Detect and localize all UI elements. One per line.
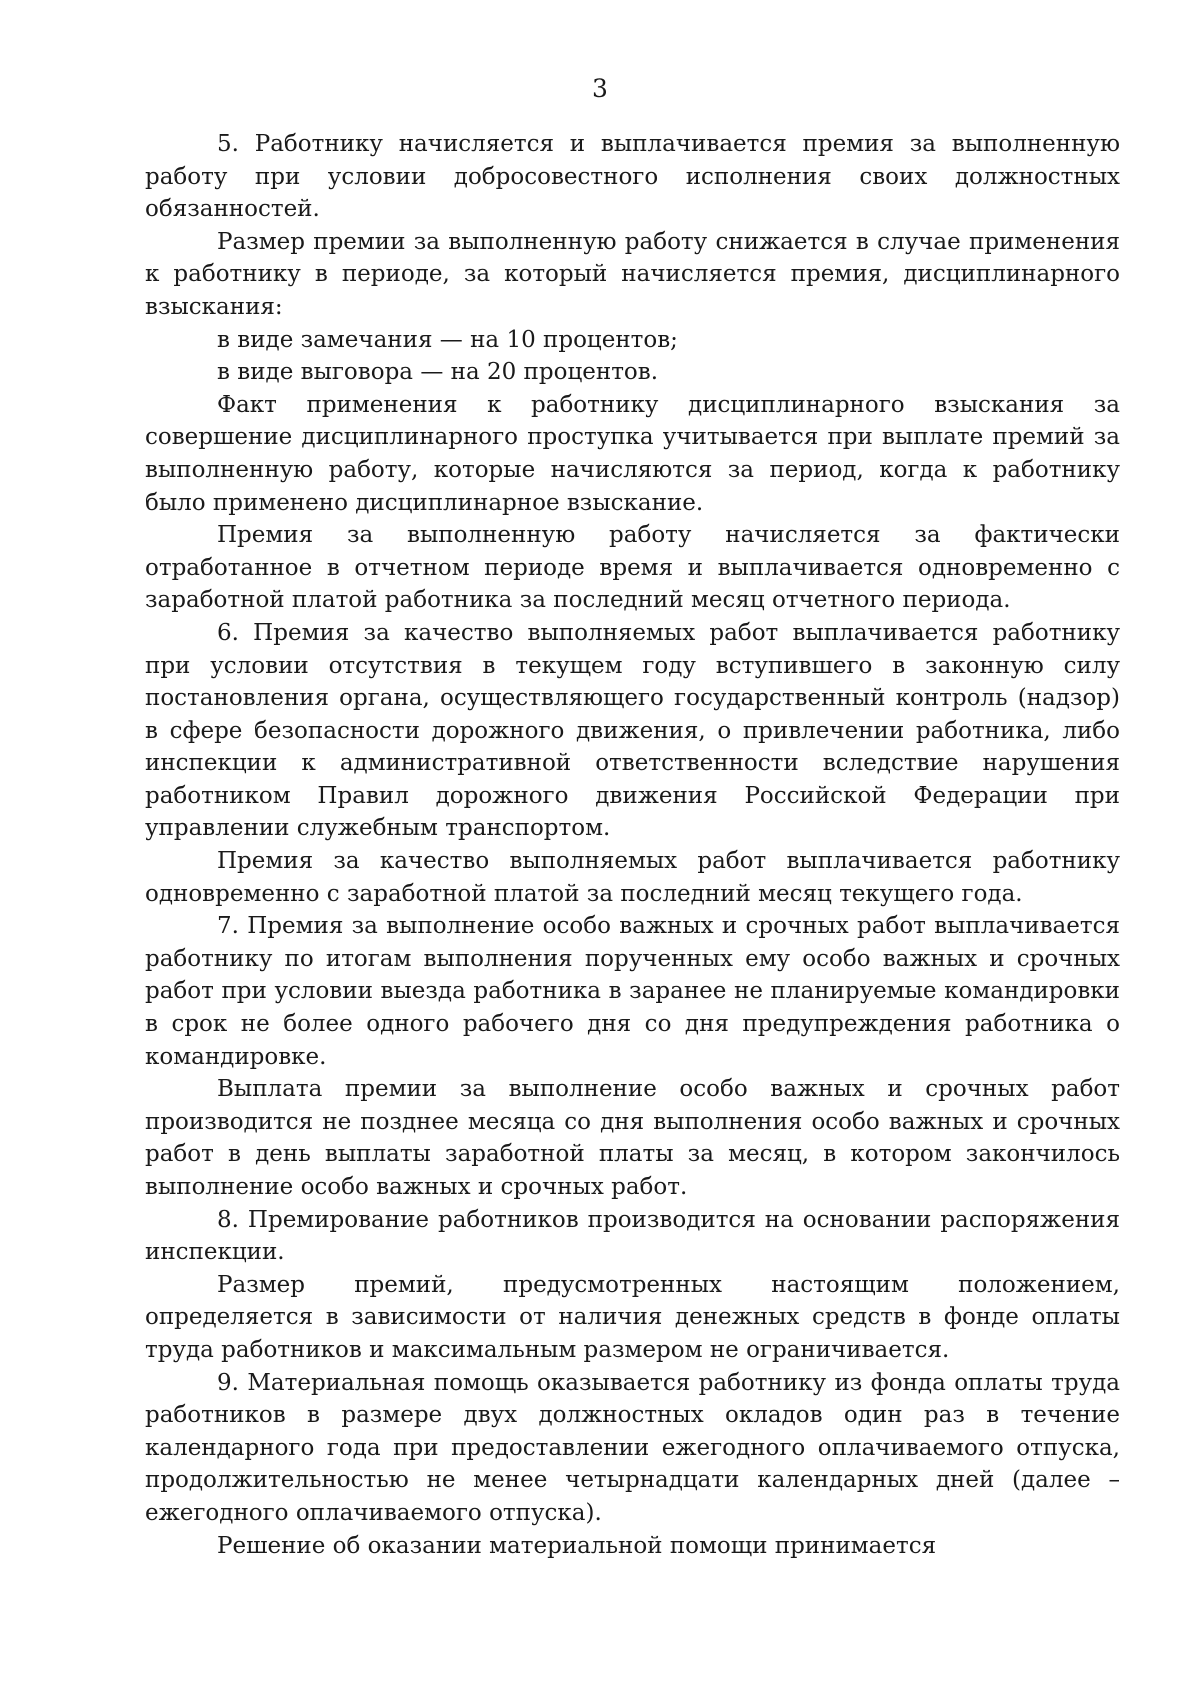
paragraph-material-aid-decision: Решение об оказании материальной помощи принимается (217, 1532, 937, 1559)
paragraph-6-quality-bonus: 6. Премия за качество выполняемых работ выплачивается работнику при условии отсутствия в текущем году вступившего в законную силу постановления органа, осуществляющего государственный контроль (надзор) в сфере безопасности дорожного движения, о привлечении работника, либо инспекции к административной ответственности вследствие нарушения работником Правил дорожного движения Российской Федерации при управлении служебным транспортом. (145, 619, 1120, 842)
paragraph-urgent-work-payment: Выплата премии за выполнение особо важных и срочных работ производится не позднее месяца со дня выполнения особо важных и срочных работ в день выплаты заработной платы за месяц, в котором закончилось выполнение особо важных и срочных работ. (145, 1076, 1120, 1200)
paragraph-reprimand-remark: в виде замечания — на 10 процентов; (217, 326, 678, 353)
paragraph-bonus-accrual: Премия за выполненную работу начисляется за фактически отработанное в отчетном периоде время и выплачивается одновременно с заработной платой работника за последний месяц отчетного периода. (145, 522, 1120, 614)
document-body (145, 128, 1120, 1562)
page-number: 3 (592, 74, 608, 103)
paragraph-disciplinary-fact: Факт применения к работнику дисциплинарного взыскания за совершение дисциплинарного проступка учитывается при выплате премий за выполненную работу, которые начисляются за период, когда к работнику было применено дисциплинарное взыскание. (145, 391, 1120, 516)
paragraph-reprimand-severe: в виде выговора — на 20 процентов. (217, 359, 659, 386)
paragraph-9-material-aid: 9. Материальная помощь оказывается работнику из фонда оплаты труда работников в размере двух должностных окладов один раз в течение календарного года при предоставлении ежегодного оплачиваемого отпуска, продолжительностью не менее четырнадцати календарных дней (далее – ежегодного оплачиваемого отпуска). (145, 1369, 1120, 1526)
paragraph-5-bonus-condition: 5. Работнику начисляется и выплачивается премия за выполненную работу при условии добросовестного исполнения своих должностных обязанностей. (145, 131, 1120, 223)
paragraph-bonus-reduction: Размер премии за выполненную работу снижается в случае применения к работнику в периоде, за который начисляется премия, дисциплинарного взыскания: (145, 228, 1120, 320)
paragraph-7-urgent-work-bonus: 7. Премия за выполнение особо важных и срочных работ выплачивается работнику по итогам выполнения порученных ему особо важных и срочных работ при условии выезда работника в заранее не планируемые командировки в срок не более одного рабочего дня со дня предупреждения работника о командировке. (145, 913, 1120, 1070)
paragraph-8-bonus-order: 8. Премирование работников производится на основании распоряжения инспекции. (145, 1206, 1120, 1266)
paragraph-quality-bonus-payment: Премия за качество выполняемых работ выплачивается работнику одновременно с заработной платой за последний месяц текущего года. (145, 848, 1120, 907)
paragraph-bonus-size: Размер премий, предусмотренных настоящим положением, определяется в зависимости от наличия денежных средств в фонде оплаты труда работников и максимальным размером не ограничивается. (145, 1271, 1120, 1363)
